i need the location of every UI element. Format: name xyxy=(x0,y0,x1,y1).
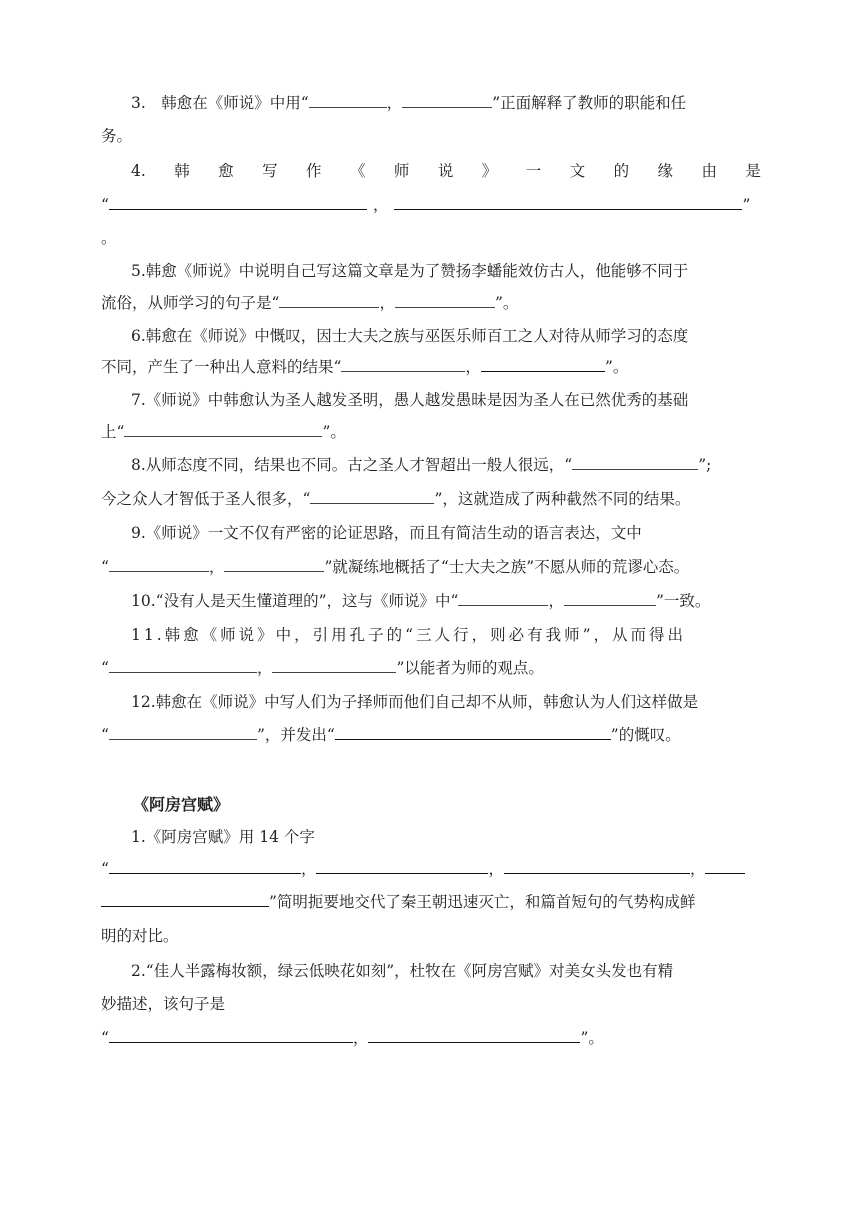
answer-blank[interactable] xyxy=(101,892,269,907)
question-5-line1: 5.韩愈《师说》中说明自己写这篇文章是为了赞扬李蟠能效仿古人，他能够不同于 xyxy=(131,262,689,280)
afg-question-2-line1: 2.“佳人半露梅妆额，绿云低映花如刻”，杜牧在《阿房宫赋》对美女头发也有精 xyxy=(131,962,674,980)
question-9-line2: “ ， ”就凝练地概括了“士大夫之族”不愿从师的荒谬心态。 xyxy=(101,558,690,576)
answer-blank[interactable] xyxy=(564,591,656,606)
answer-blank[interactable] xyxy=(109,725,257,740)
answer-blank[interactable] xyxy=(109,1028,353,1043)
question-7-line2: 上“ ”。 xyxy=(101,423,346,441)
question-6-line2: 不同，产生了一种出人意料的结果“ ， ”。 xyxy=(101,358,629,376)
afg-question-2-line2: 妙描述，该句子是 xyxy=(101,995,226,1013)
answer-blank[interactable] xyxy=(109,195,367,210)
question-10-line1: 10.“没有人是天生懂道理的”，这与《师说》中“ ， ”一致。 xyxy=(131,592,711,610)
answer-blank[interactable] xyxy=(279,293,379,308)
question-8-line1: 8.从师态度不同，结果也不同。古之圣人才智超出一般人很远，“ ”; xyxy=(131,456,712,474)
question-5-line2: 流俗，从师学习的句子是“ ， ”。 xyxy=(101,294,519,312)
answer-blank[interactable] xyxy=(109,859,301,874)
section-title: 《阿房宫赋》 xyxy=(133,795,230,814)
question-8-line2: 今之众人才智低于圣人很多，“ ”，这就造成了两种截然不同的结果。 xyxy=(101,490,691,508)
question-11-line1: 11.韩愈《师说》中，引用孔子的“三人行，则必有我师”，从而得出 xyxy=(131,626,687,644)
question-4-line1: 4. 韩 愈 写 作 《 师 说 》 一 文 的 缘 由 是 xyxy=(131,162,761,180)
question-6-line1: 6.韩愈在《师说》中慨叹，因士大夫之族与巫医乐师百工之人对待从师学习的态度 xyxy=(131,327,689,345)
answer-blank[interactable] xyxy=(458,591,548,606)
question-12-line1: 12.韩愈在《师说》中写人们为子择师而他们自己却不从师，韩愈认为人们这样做是 xyxy=(131,693,699,711)
answer-blank[interactable] xyxy=(124,422,322,437)
answer-blank[interactable] xyxy=(705,859,745,874)
answer-blank[interactable] xyxy=(341,357,465,372)
afg-question-2-line3: “ ， ”。 xyxy=(101,1029,604,1047)
answer-blank[interactable] xyxy=(402,93,492,108)
answer-blank[interactable] xyxy=(368,1028,580,1043)
question-12-line2: “ ”，并发出“ ”的慨叹。 xyxy=(101,726,681,744)
afg-question-1-line1: 1.《阿房宫赋》用 14 个字 xyxy=(131,828,315,846)
answer-blank[interactable] xyxy=(109,557,209,572)
afg-question-1-line3: ”简明扼要地交代了秦王朝迅速灭亡，和篇首短句的气势构成鲜 xyxy=(101,891,761,913)
answer-blank[interactable] xyxy=(335,725,611,740)
afg-question-1-line4: 明的对比。 xyxy=(101,927,179,945)
question-9-line1: 9.《师说》一文不仅有严密的论证思路，而且有简洁生动的语言表达，文中 xyxy=(131,524,642,542)
question-4-line2: “ ， ” xyxy=(101,196,751,214)
question-11-line2: “ ， ”以能者为师的观点。 xyxy=(101,659,544,677)
question-4-line3: 。 xyxy=(101,229,117,247)
question-3-line1: 3. 韩愈在《师说》中用“ ， ”正面解释了教师的职能和任 xyxy=(131,94,687,112)
answer-blank[interactable] xyxy=(395,293,495,308)
answer-blank[interactable] xyxy=(272,658,396,673)
answer-blank[interactable] xyxy=(504,859,690,874)
answer-blank[interactable] xyxy=(309,93,387,108)
afg-question-1-line2: “ ， ， ， xyxy=(101,858,761,880)
answer-blank[interactable] xyxy=(481,357,605,372)
answer-blank[interactable] xyxy=(109,658,257,673)
question-3-line2: 务。 xyxy=(101,127,133,145)
answer-blank[interactable] xyxy=(394,195,742,210)
answer-blank[interactable] xyxy=(316,859,488,874)
answer-blank[interactable] xyxy=(310,489,434,504)
answer-blank[interactable] xyxy=(572,455,698,470)
answer-blank[interactable] xyxy=(224,557,324,572)
question-7-line1: 7.《师说》中韩愈认为圣人越发圣明，愚人越发愚昧是因为圣人在已然优秀的基础 xyxy=(131,391,689,409)
